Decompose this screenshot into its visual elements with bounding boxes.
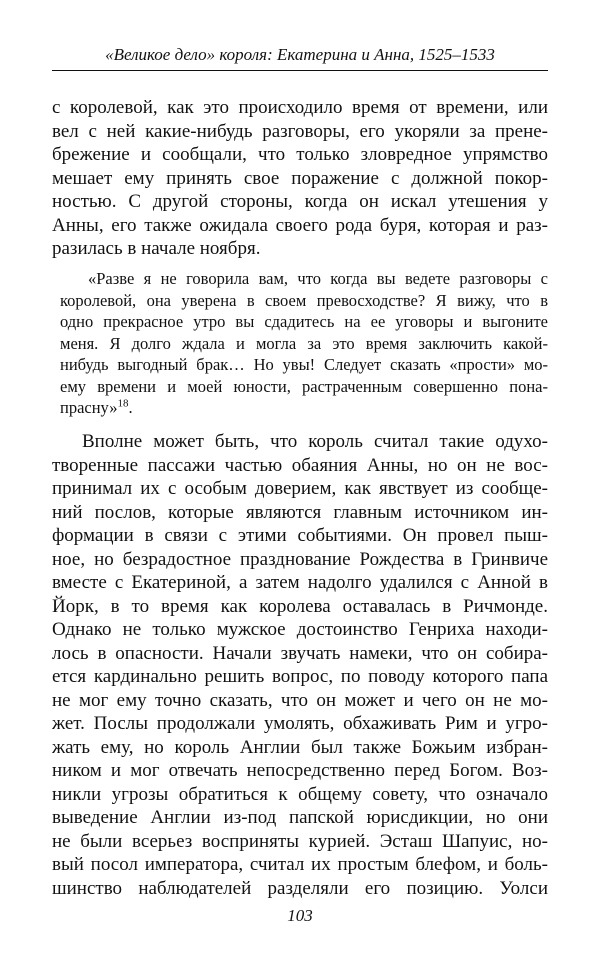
text-line: с королевой, как это происходило время от времени, или (52, 97, 548, 118)
quote-line: нибудь выгодный брак… Но увы! Следует сказать «прости» мо- (60, 355, 548, 374)
quote-line: прасну» (60, 398, 118, 417)
text-line: жет. Послы продолжали умолять, обхаживать Рим и угро- (52, 713, 548, 734)
text-line: жать ему, но король Англии был также Божьим избран- (52, 736, 548, 758)
quote-end-punctuation: . (128, 398, 133, 417)
text-line: лось в опасности. Начали звучать намеки, что он собира- (52, 642, 548, 664)
text-line: вместе с Екатериной, а затем надолго удалился с Анной в (52, 572, 548, 593)
text-line: выведение Англии из-под папской юрисдикции, но они (52, 807, 548, 828)
text-line: брежение и сообщали, что только зловредное упрямство (52, 144, 548, 165)
text-line: никли угрозы обратиться к общему совету, что означало (52, 783, 548, 805)
text-line: Анны, его также ожидала своего рода буря, которая и раз- (52, 214, 548, 236)
quote-line: ему времени и моей юности, растраченным совершенно пона- (60, 376, 548, 396)
text-line: ностью. С другой стороны, когда он искал утешения у (52, 191, 548, 212)
text-line: Йорк, в то время как королева оставалась в Ричмонде. (52, 595, 548, 617)
quote-line: королевой, она уверена в своем превосходстве? Я вижу, что в (60, 290, 548, 310)
text-line: вел с ней какие-нибудь разговоры, его укоряли за пренe- (52, 120, 548, 142)
quote-line: «Разве я не говорила вам, что когда вы ведете разговоры с (88, 269, 548, 288)
text-line: ное, но безрадостное празднование Рождества в Гринвиче (52, 548, 548, 570)
footnote-marker: 18 (117, 397, 129, 410)
quote-line: меня. Я долго ждала и могла за это время заключить какой- (60, 333, 548, 353)
paragraph-1 (52, 96, 548, 261)
text-line: творенные пассажи частью обаяния Анны, но он не вос- (52, 454, 548, 476)
quote-line: одно прекрасное утро вы сдадитесь на ее уговоры и выгоните (60, 312, 548, 331)
text-line: ется кардинально решить вопрос, по поводу которого папа (52, 666, 548, 687)
text-line: принимал их с особым доверием, как явствует из сообще- (52, 478, 548, 499)
running-head: «Великое дело» короля: Екатерина и Анна, 1525–1533 (105, 45, 495, 64)
text-line: ником и мог отвечать непосредственно перед Богом. Воз- (52, 760, 548, 781)
text-line: Однако не только мужское достоинство Генриха находи- (52, 619, 548, 640)
text-line: не были всерьез восприняты курией. Эсташ Шапуис, но- (52, 830, 548, 852)
paragraph-2 (52, 430, 548, 900)
block-quote (60, 268, 548, 419)
quote-last-line (60, 397, 548, 419)
text-line: мешает ему принять свое поражение с должной покор- (52, 167, 548, 189)
header-rule (52, 70, 548, 71)
text-line: разилась в начале ноября. (52, 238, 261, 259)
text-line: ний послов, которые являются главным источником ин- (52, 501, 548, 523)
text-line: Вполне может быть, что король считал такие одухо- (82, 431, 548, 452)
text-line: формации в связи с этими событиями. Он провел пыш- (52, 525, 548, 546)
text-line: не мог ему точно сказать, что он может и чего он не мо- (52, 689, 548, 711)
page-number: 103 (287, 906, 313, 925)
text-line: вый посол императора, считал их простым блефом, и боль- (52, 854, 548, 875)
text-line: шинство наблюдателей разделяли его позицию. Уолси (52, 877, 548, 899)
